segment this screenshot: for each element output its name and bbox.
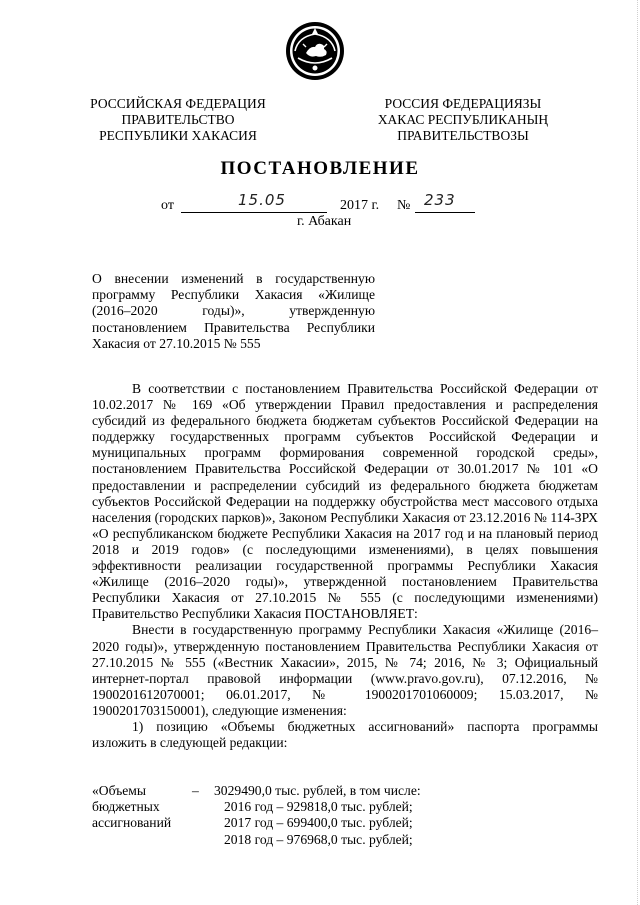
table-value-line: 3029490,0 тыс. рублей, в том числе: [214, 783, 421, 798]
table-label-column [92, 783, 192, 832]
subject-text: О внесении изменений в государственную программу Республики Хакасия «Жилище (2016–2020 годы)», утвержденную постановлением Правительства Республики Хакасия от 27.10.2015 № 555 [92, 271, 375, 351]
header-left-line: РОССИЙСКАЯ ФЕДЕРАЦИЯ [90, 96, 266, 111]
date-year: 2017 г. [340, 198, 380, 213]
scan-edge [636, 0, 638, 905]
handwritten-number: 233 [424, 191, 456, 209]
table-value-line: 2017 год – 699400,0 тыс. рублей; [224, 815, 413, 831]
document-body [92, 381, 598, 751]
date-from-label: от [161, 198, 174, 213]
header-left-line: ПРАВИТЕЛЬСТВО [121, 112, 235, 127]
table-label-line: бюджетных [92, 799, 160, 815]
body-paragraph: В соответствии с постановлением Правительства Российской Федерации от 10.02.2017 № 169 «Об утверждении Правил предоставления и распределения субсидий из федерального бюджета бюджетам субъектов Российской Федерации на поддержку государственных программ субъектов Российской Федерации и муниципальных программ формирования современной городской среды», постановлением Правительства Российской Федерации от 30.01.2017 № 101 «О предоставлении и распределении субсидий из федерального бюджета бюджетам субъектов Российской Федерации на поддержку обустройства мест массового отдыха населения (городских парков)», Законом Республики Хакасия от 23.12.2016 № 114-ЗРХ «О республиканском бюджете Республики Хакасия на 2017 год и на плановый период 2018 и 2019 годов» (с последующими изменениями), в целях повышения эффективности реализации государственной программы Республики Хакасия «Жилище (2016–2020 годы)», утвержденной постановлением Правительства Республики Хакасия от 27.10.2015 № 555 (с последующими изменениями) Правительство Республики Хакасия ПОСТАНОВЛЯЕТ: [92, 381, 598, 622]
table-label-line: «Объемы [92, 783, 146, 798]
date-number-line [0, 191, 640, 216]
body-paragraph: Внести в государственную программу Республики Хакасия «Жилище (2016–2020 годы)», утвержденную постановлением Правительства Республики Хакасия от 27.10.2015 № 555 («Вестник Хакасии», 2015, № 74; 2016, № 3; Официальный интернет-портал правовой информации (www.pravo.gov.ru), 07.12.2016, № 1900201612070001; 06.01.2017, № 1900201701060009; 15.03.2017, № 1900201703150001), следующие изменения: [92, 622, 598, 718]
handwritten-date: 15.05 [238, 191, 286, 209]
header-left [84, 96, 272, 144]
subject-block [92, 271, 375, 352]
coat-of-arms-icon [284, 20, 346, 82]
body-paragraph: 1) позицию «Объемы бюджетных ассигнований» паспорта программы изложить в следующей редакции: [92, 718, 598, 751]
header-right-line: РОССИЯ ФЕДЕРАЦИЯЗЫ [384, 96, 542, 111]
header-left-line: РЕСПУБЛИКИ ХАКАСИЯ [99, 128, 257, 143]
header-right [368, 96, 558, 144]
table-dash: – [192, 783, 199, 798]
table-label-line: ассигнований [92, 815, 172, 831]
number-label: № [397, 198, 411, 213]
table-value-line: 2018 год – 976968,0 тыс. рублей; [224, 831, 413, 847]
document-title: ПОСТАНОВЛЕНИЕ [220, 158, 420, 179]
header-right-line: ХАКАС РЕСПУБЛИКАНЫҢ [377, 112, 549, 127]
table-value-line: 2016 год – 929818,0 тыс. рублей; [224, 799, 413, 815]
table-value-column [214, 783, 421, 848]
city-name: г. Абакан [297, 214, 352, 229]
header-right-line: ПРАВИТЕЛЬСТВОЗЫ [397, 128, 529, 143]
